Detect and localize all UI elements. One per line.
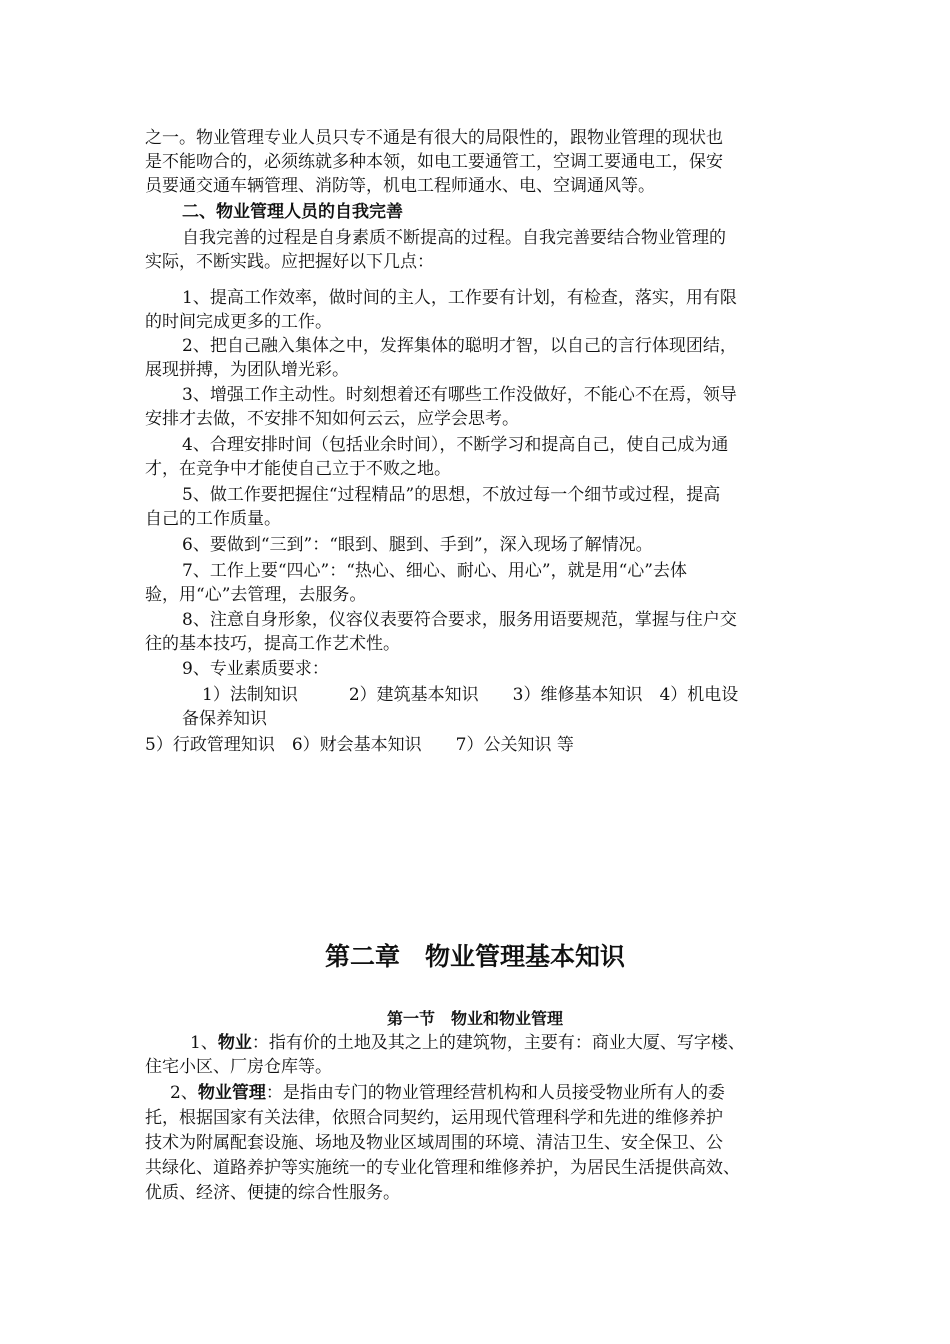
list-item: 1、提高工作效率，做时间的主人，工作要有计划，有检查，落实，用有限 bbox=[182, 288, 737, 308]
list-item: 2、把自己融入集体之中，发挥集体的聪明才智，以自己的言行体现团结， bbox=[182, 336, 737, 356]
list-item: 9、专业素质要求： bbox=[182, 659, 329, 679]
definition-line bbox=[170, 1081, 850, 1105]
intro-line: 之一。物业管理专业人员只专不通是有很大的局限性的，跟物业管理的现状也 bbox=[145, 128, 723, 148]
definition-text: ：指有价的土地及其之上的建筑物，主要有：商业大厦、写字楼、 bbox=[251, 1033, 745, 1053]
list-item-cont: 安排才去做，不安排不知如何云云，应学会思考。 bbox=[145, 409, 519, 429]
definition-term: 物业 bbox=[217, 1033, 252, 1053]
list-item-cont: 才，在竞争中才能使自己立于不败之地。 bbox=[145, 459, 451, 479]
definition-line bbox=[190, 1031, 870, 1055]
list-item: 4、合理安排时间（包括业余时间），不断学习和提高自己，使自己成为通 bbox=[182, 435, 729, 455]
section-title: 第一节 物业和物业管理 bbox=[386, 1009, 563, 1028]
list-item: 5、做工作要把握住“过程精品”的思想，不放过每一个细节或过程，提高 bbox=[182, 485, 721, 505]
knowledge-line: 备保养知识 bbox=[182, 709, 267, 729]
section-heading: 二、物业管理人员的自我完善 bbox=[182, 202, 403, 222]
list-item: 6、要做到“三到”：“眼到、腿到、手到”，深入现场了解情况。 bbox=[182, 535, 653, 555]
paragraph-line: 实际，不断实践。应把握好以下几点： bbox=[145, 252, 434, 272]
list-item-cont: 验，用“心”去管理，去服务。 bbox=[145, 585, 367, 605]
list-item: 3、增强工作主动性。时刻想着还有哪些工作没做好，不能心不在焉，领导 bbox=[182, 385, 737, 405]
definition-text: ：是指由专门的物业管理经营机构和人员接受物业所有人的委 bbox=[265, 1083, 725, 1103]
definition-number: 1、 bbox=[190, 1033, 218, 1053]
knowledge-line: 5）行政管理知识 6）财会基本知识 7）公关知识 等 bbox=[145, 735, 574, 755]
list-item: 8、注意自身形象，仪容仪表要符合要求，服务用语要规范，掌握与住户交 bbox=[182, 610, 737, 630]
list-item-cont: 的时间完成更多的工作。 bbox=[145, 312, 332, 332]
intro-line: 员要通交通车辆管理、消防等，机电工程师通水、电、空调通风等。 bbox=[145, 176, 655, 196]
paragraph-line: 自我完善的过程是自身素质不断提高的过程。自我完善要结合物业管理的 bbox=[182, 228, 726, 248]
intro-line: 是不能吻合的，必须练就多种本领，如电工要通管工，空调工要通电工，保安 bbox=[145, 152, 723, 172]
chapter-title: 第二章 物业管理基本知识 bbox=[324, 942, 625, 971]
definition-line: 共绿化、道路养护等实施统一的专业化管理和维修养护，为居民生活提供高效、 bbox=[145, 1158, 740, 1178]
knowledge-line: 1）法制知识 2）建筑基本知识 3）维修基本知识 4）机电设 bbox=[202, 685, 739, 705]
definition-line: 技术为附属配套设施、场地及物业区域周围的环境、清洁卫生、安全保卫、公 bbox=[145, 1133, 723, 1153]
definition-line: 住宅小区、厂房仓库等。 bbox=[145, 1057, 332, 1077]
list-item-cont: 往的基本技巧，提高工作艺术性。 bbox=[145, 634, 400, 654]
list-item-cont: 展现拼搏，为团队增光彩。 bbox=[145, 360, 349, 380]
list-item-cont: 自己的工作质量。 bbox=[145, 509, 281, 529]
definition-number: 2、 bbox=[170, 1083, 198, 1103]
list-item: 7、工作上要“四心”：“热心、细心、耐心、用心”，就是用“心”去体 bbox=[182, 561, 687, 581]
definition-line: 托，根据国家有关法律，依照合同契约，运用现代管理科学和先进的维修养护 bbox=[145, 1108, 723, 1128]
definition-line: 优质、经济、便捷的综合性服务。 bbox=[145, 1183, 400, 1203]
definition-term: 物业管理 bbox=[197, 1083, 266, 1103]
